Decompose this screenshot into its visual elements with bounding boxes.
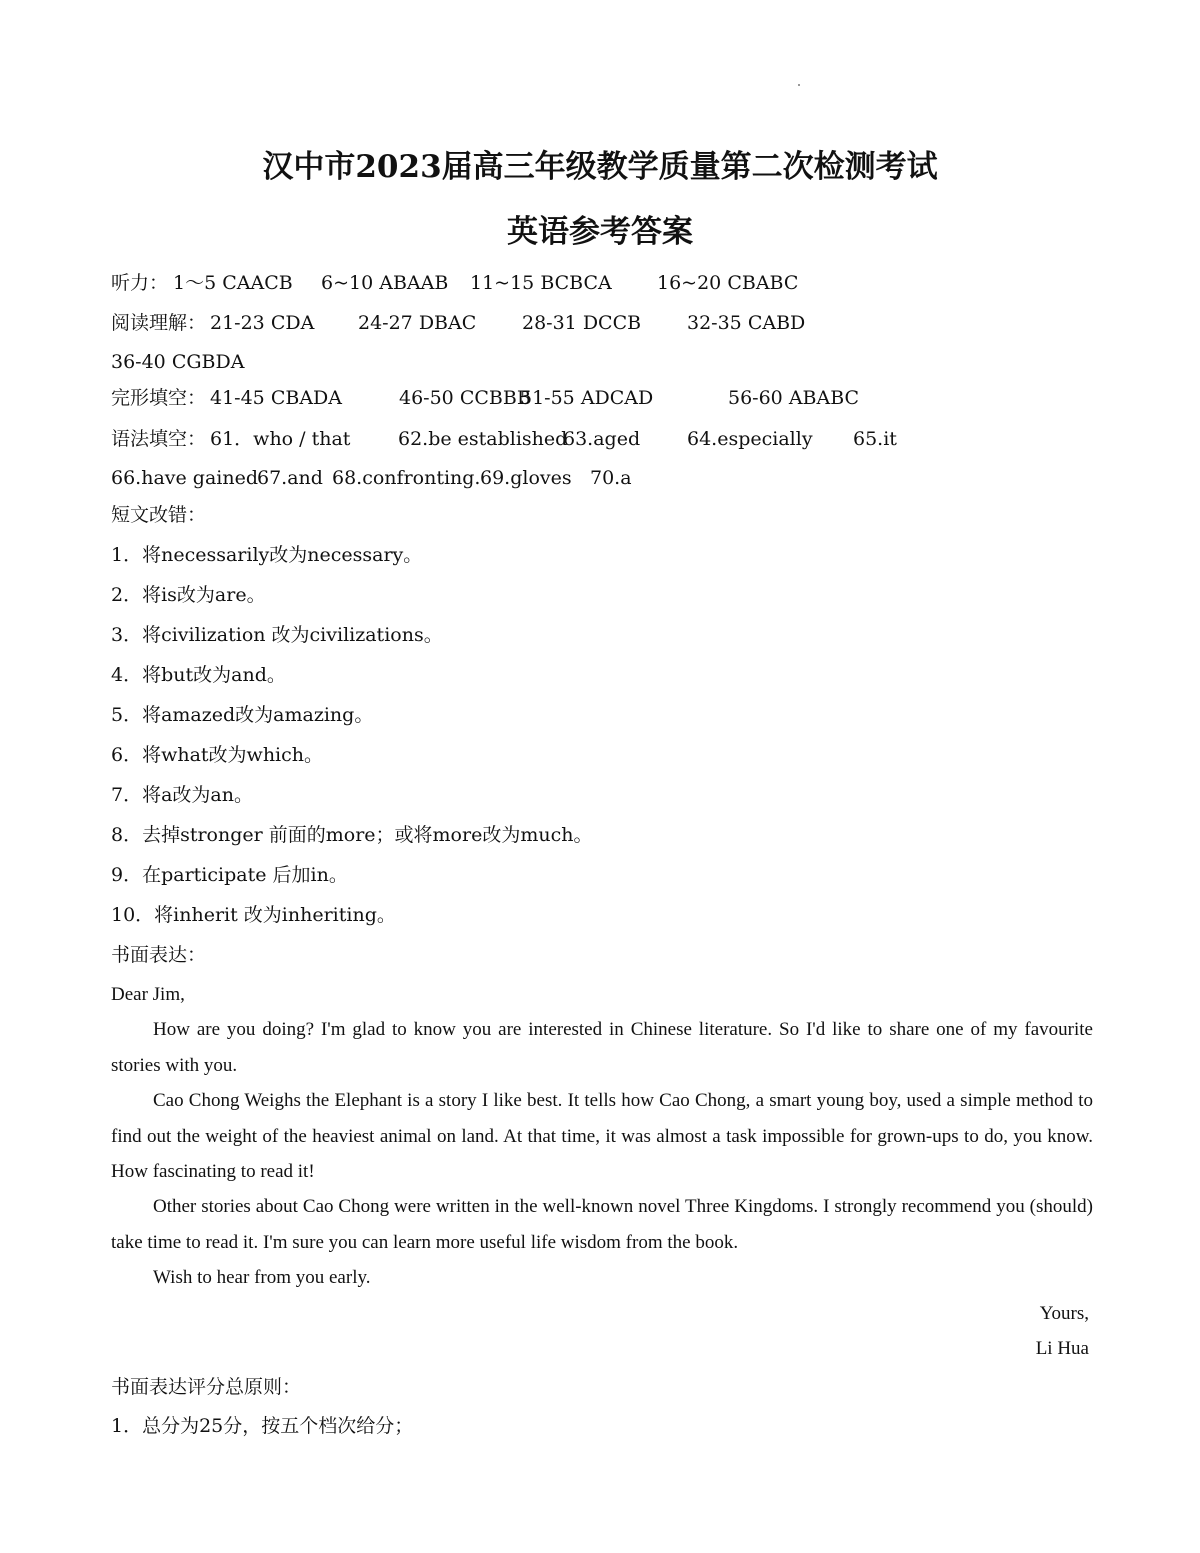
letter-paragraph: Wish to hear from you early. (153, 1267, 371, 1288)
answer-group: 41-45 CBADA (210, 387, 342, 409)
reading-label: 阅读理解： (111, 312, 207, 334)
listening-label: 听力： (111, 272, 169, 294)
answer-group: 28-31 DCCB (522, 312, 642, 334)
answer-group: 1～5 CAACB (173, 272, 293, 294)
answer-item: 66.have gained (111, 467, 259, 489)
correction-item: 9．在participate 后加in。 (111, 864, 348, 886)
answer-item: 67.and (257, 467, 323, 489)
scoring-label: 书面表达评分总原则： (111, 1376, 302, 1398)
scan-speck (798, 84, 800, 86)
answer-group: 21-23 CDA (210, 312, 315, 334)
answer-item: 62.be established (398, 428, 568, 450)
answer-group: 46-50 CCBBB (399, 387, 531, 409)
correction-label: 短文改错： (111, 504, 207, 526)
page-title: 汉中市2023届高三年级教学质量第二次检测考试 (262, 149, 938, 185)
answer-group: 56-60 ABABC (728, 387, 860, 409)
writing-label: 书面表达： (111, 944, 207, 966)
answer-group: 24-27 DBAC (358, 312, 477, 334)
answer-item: 64.especially (687, 428, 813, 450)
letter-paragraph: How are you doing? I'm glad to know you are interested in Chinese literature. So I'd like to share one of my favourite stories with you. (111, 1019, 1093, 1076)
answer-item: 68.confronting. (332, 467, 481, 489)
answer-group: 51-55 ADCAD (520, 387, 654, 409)
letter-closing: Yours, (1039, 1303, 1089, 1324)
answer-item: 65.it (853, 428, 897, 450)
answer-item: 69.gloves (480, 467, 572, 489)
correction-item: 3．将civilization 改为civilizations。 (111, 624, 443, 646)
answer-item: 70.a (590, 467, 632, 489)
letter-paragraph: Cao Chong Weighs the Elephant is a story I like best. It tells how Cao Chong, a smart young boy, used a simple method to find out the weight of the heaviest animal on land. At that time, it was almost a task impossible for grown-ups to do, you know. How fascinating to read it! (111, 1090, 1093, 1182)
correction-item: 8．去掉stronger 前面的more；或将more改为much。 (111, 824, 593, 846)
correction-item: 4．将but改为and。 (111, 664, 286, 686)
correction-item: 2．将is改为are。 (111, 584, 266, 606)
answer-group: 6~10 ABAAB (321, 272, 449, 294)
answer-group: 36-40 CGBDA (111, 351, 245, 373)
letter-signature: Li Hua (1035, 1338, 1089, 1359)
correction-item: 5．将amazed改为amazing。 (111, 704, 374, 726)
answer-group: 32-35 CABD (687, 312, 806, 334)
correction-item: 6．将what改为which。 (111, 744, 324, 766)
correction-item: 1．将necessarily改为necessary。 (111, 544, 423, 566)
answer-item: 61．who / that (210, 428, 351, 450)
answer-group: 16~20 CBABC (657, 272, 799, 294)
letter-paragraph: Other stories about Cao Chong were written in the well-known novel Three Kingdoms. I strongly recommend you (should) take time to read it. I'm sure you can learn more useful life wisdom from the book. (111, 1196, 1093, 1253)
letter-greeting: Dear Jim, (111, 984, 185, 1005)
correction-item: 7．将a改为an。 (111, 784, 253, 806)
cloze-label: 完形填空： (111, 387, 207, 409)
answer-group: 11~15 BCBCA (470, 272, 612, 294)
grammar-label: 语法填空： (111, 428, 207, 450)
scoring-item: 1．总分为25分，按五个档次给分； (111, 1415, 414, 1437)
correction-item: 10．将inherit 改为inheriting。 (111, 904, 396, 926)
page-subtitle: 英语参考答案 (507, 214, 693, 250)
answer-item: 63.aged (563, 428, 641, 450)
